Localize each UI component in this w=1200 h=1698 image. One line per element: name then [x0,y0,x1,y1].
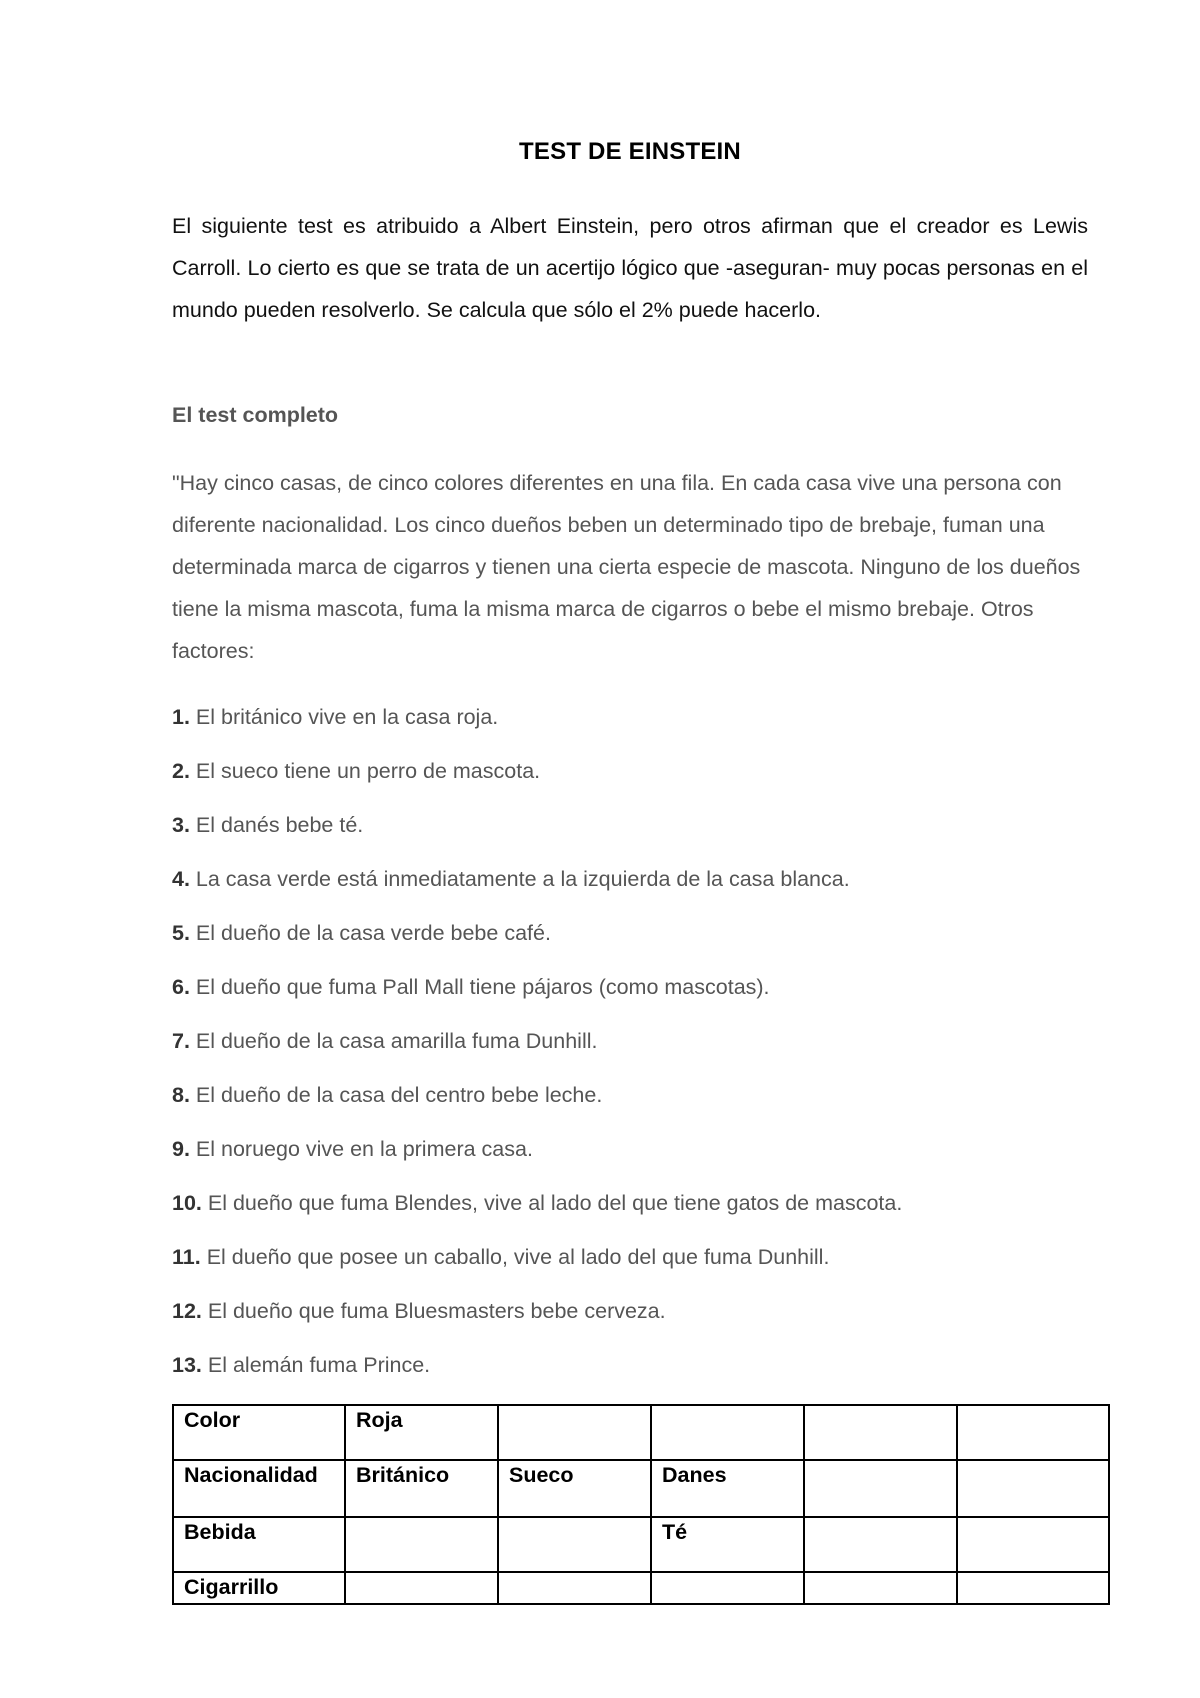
list-item [172,858,1088,912]
table-cell [804,1460,957,1517]
list-item [172,696,1088,750]
table-cell: Danes [651,1460,804,1517]
table-cell [498,1405,651,1460]
rule-number: 2. [172,759,190,783]
rule-text: El dueño de la casa verde bebe café. [195,921,551,945]
list-item [172,1344,1088,1398]
list-item [172,1290,1088,1344]
table-cell: Sueco [498,1460,651,1517]
table-cell [498,1572,651,1604]
rule-text: El dueño de la casa del centro bebe leche. [195,1083,603,1107]
rule-number: 8. [172,1083,190,1107]
section-heading: El test completo [172,403,339,427]
rule-number: 12. [172,1299,202,1323]
rule-number: 13. [172,1353,202,1377]
rules-list [172,696,1088,1398]
table-row [173,1405,1109,1460]
table-cell [957,1460,1109,1517]
document-title: TEST DE EINSTEIN [519,138,741,165]
table-cell [804,1405,957,1460]
table-cell: Británico [345,1460,498,1517]
table-cell: Té [651,1517,804,1572]
rule-text: El dueño que fuma Bluesmasters bebe cerveza. [207,1299,666,1323]
rule-number: 11. [172,1245,201,1269]
table-cell [498,1517,651,1572]
table-cell: Cigarrillo [173,1572,345,1604]
table-cell [957,1572,1109,1604]
table-row [173,1572,1109,1604]
rule-text: La casa verde está inmediatamente a la izquierda de la casa blanca. [195,867,850,891]
rule-text: El danés bebe té. [195,813,364,837]
table-row [173,1460,1109,1517]
table-cell [651,1405,804,1460]
rule-text: El alemán fuma Prince. [207,1353,431,1377]
table-cell: Bebida [173,1517,345,1572]
puzzle-statement: "Hay cinco casas, de cinco colores diferentes en una fila. En cada casa vive una persona con diferente nacionalidad. Los cinco dueños beben un determinado tipo de brebaje, fuman una determinada marca de cigarros y tienen una cierta especie de mascota. Ninguno de los dueños tiene la misma mascota, fuma la misma marca de cigarros o bebe el mismo brebaje. Otros factores: [172,471,1081,663]
table-row [173,1517,1109,1572]
table-cell: Color [173,1405,345,1460]
list-item [172,804,1088,858]
table-cell [957,1517,1109,1572]
table-cell [804,1517,957,1572]
rule-text: El noruego vive en la primera casa. [195,1137,533,1161]
table-cell [651,1572,804,1604]
rule-number: 10. [172,1191,202,1215]
rule-number: 1. [172,705,190,729]
list-item [172,750,1088,804]
list-item [172,966,1088,1020]
list-item [172,1128,1088,1182]
list-item [172,1182,1088,1236]
rule-number: 9. [172,1137,190,1161]
list-item [172,1020,1088,1074]
rule-number: 4. [172,867,190,891]
table-cell [804,1572,957,1604]
rule-text: El dueño que fuma Pall Mall tiene pájaros (como mascotas). [195,975,770,999]
table-cell [957,1405,1109,1460]
solution-table [172,1404,1110,1605]
table-cell [345,1572,498,1604]
table-cell: Nacionalidad [173,1460,345,1517]
rule-number: 5. [172,921,190,945]
table-cell [345,1517,498,1572]
rule-number: 7. [172,1029,190,1053]
rule-number: 3. [172,813,190,837]
intro-paragraph: El siguiente test es atribuido a Albert Einstein, pero otros afirman que el creador es Lewis Carroll. Lo cierto es que se trata de un acertijo lógico que -aseguran- muy pocas personas en el mundo pueden resolverlo. Se calcula que sólo el 2% puede hacerlo. [172,214,1088,322]
rule-text: El dueño de la casa amarilla fuma Dunhill. [195,1029,598,1053]
list-item [172,1074,1088,1128]
rule-text: El dueño que posee un caballo, vive al lado del que fuma Dunhill. [206,1245,830,1269]
rule-text: El dueño que fuma Blendes, vive al lado del que tiene gatos de mascota. [207,1191,903,1215]
list-item [172,912,1088,966]
table-cell: Roja [345,1405,498,1460]
rule-text: El británico vive en la casa roja. [195,705,499,729]
rule-text: El sueco tiene un perro de mascota. [195,759,541,783]
list-item [172,1236,1088,1290]
rule-number: 6. [172,975,190,999]
